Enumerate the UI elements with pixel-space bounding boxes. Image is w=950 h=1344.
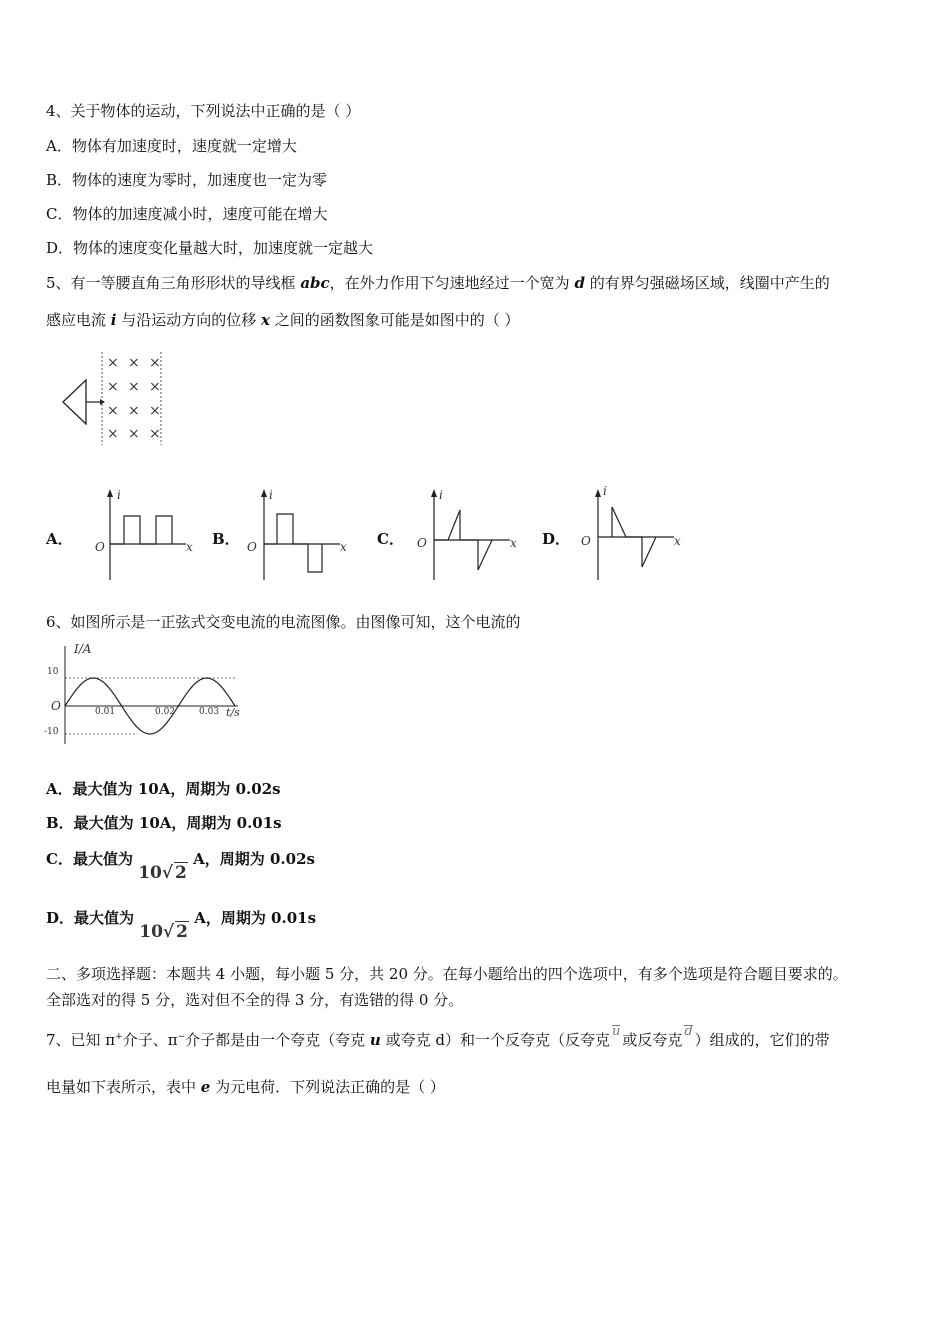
section2-header-line1: 二、多项选择题：本题共 4 小题，每小题 5 分，共 20 分。在每小题给出的四个选项中，有多个选项是符合题目要求的。 bbox=[46, 965, 848, 983]
q5-var-d: d bbox=[574, 274, 585, 292]
q7-anti-d: d bbox=[684, 1024, 693, 1039]
q7-text: 为元电荷．下列说法正确的是（ ） bbox=[210, 1078, 445, 1096]
q7-var-u: u bbox=[369, 1031, 381, 1049]
triangle-loop bbox=[63, 380, 86, 424]
x-tick-label: 0.02 bbox=[155, 707, 176, 717]
field-x-mark: × bbox=[128, 379, 140, 395]
q5-option-b-label: B． bbox=[212, 530, 240, 548]
axis-o-label: O bbox=[95, 540, 105, 554]
q5-option-d-label: D． bbox=[542, 530, 571, 548]
q7-text: 介子、π bbox=[122, 1031, 178, 1049]
radical-icon: √ bbox=[162, 922, 175, 942]
q5-var-i: i bbox=[110, 311, 117, 329]
field-x-mark: × bbox=[149, 379, 161, 395]
q5-stem-line2 bbox=[46, 310, 520, 330]
magnetic-field-marks bbox=[107, 355, 161, 442]
sqrt-radicand: 2 bbox=[176, 922, 188, 942]
q5-text: 的有界匀强磁场区域，线圈中产生的 bbox=[584, 274, 830, 292]
field-x-mark: × bbox=[149, 403, 161, 419]
field-x-mark: × bbox=[128, 403, 140, 419]
field-x-mark: × bbox=[107, 379, 119, 395]
q5-stem-line1 bbox=[46, 273, 830, 293]
q6-sine-chart bbox=[40, 638, 255, 748]
x-tick-label: 0.01 bbox=[95, 707, 116, 717]
current-curve bbox=[110, 516, 172, 544]
q6-option-a: A．最大值为 10A，周期为 0.02s bbox=[46, 780, 281, 798]
q6-option-d-prefix: D．最大值为 bbox=[46, 909, 135, 927]
sqrt-expression bbox=[138, 862, 188, 883]
q5-graph-d bbox=[576, 485, 686, 585]
q5-var-x: x bbox=[261, 311, 270, 329]
q7-text: 或反夸克 bbox=[622, 1031, 683, 1049]
q4-option-d: D．物体的速度变化量越大时，加速度就一定越大 bbox=[46, 239, 374, 257]
field-x-mark: × bbox=[107, 403, 119, 419]
axis-x-label: x bbox=[186, 540, 193, 554]
q4-option-c: C．物体的加速度减小时，速度可能在增大 bbox=[46, 205, 328, 223]
q6-option-d-suffix: A，周期为 0.01s bbox=[194, 909, 317, 927]
q6-option-d bbox=[46, 907, 317, 942]
q7-anti-u: u bbox=[611, 1024, 621, 1039]
q5-graph-a bbox=[88, 485, 198, 585]
origin-label: O bbox=[51, 699, 61, 713]
y-tick-label: -10 bbox=[44, 727, 59, 737]
q6-option-c-suffix: A，周期为 0.02s bbox=[193, 850, 315, 868]
q7-text: 7、已知 π bbox=[46, 1031, 116, 1049]
field-x-mark: × bbox=[128, 355, 140, 371]
q7-stem-line1 bbox=[46, 1024, 830, 1050]
q6-option-b: B．最大值为 10A，周期为 0.01s bbox=[46, 814, 282, 832]
axis-i-label: i bbox=[603, 485, 607, 498]
q5-text: 之间的函数图象可能是如图中的（ ） bbox=[269, 311, 520, 329]
sqrt-coef: 10 bbox=[138, 863, 162, 883]
x-tick-label: 0.03 bbox=[199, 707, 220, 717]
y-arrow-icon bbox=[431, 489, 437, 497]
axis-o-label: O bbox=[581, 534, 591, 548]
q5-option-a-label: A． bbox=[46, 530, 73, 548]
axis-x-label: x bbox=[674, 534, 681, 548]
y-arrow-icon bbox=[261, 489, 267, 497]
current-curve bbox=[264, 514, 322, 572]
q5-text: ，在外力作用下匀速地经过一个宽为 bbox=[329, 274, 575, 292]
axis-i-label: i bbox=[439, 488, 443, 502]
axis-i-label: i bbox=[269, 488, 273, 502]
y-tick-label: 10 bbox=[47, 667, 59, 677]
q4-stem: 4、关于物体的运动，下列说法中正确的是（ ） bbox=[46, 102, 361, 120]
q5-option-c-label: C． bbox=[377, 530, 404, 548]
q6-stem: 6、如图所示是一正弦式交变电流的电流图像。由图像可知，这个电流的 bbox=[46, 613, 521, 631]
sqrt-expression bbox=[139, 921, 189, 942]
q5-text: 5、有一等腰直角三角形形状的导线框 bbox=[46, 274, 301, 292]
x-axis-label: t/s bbox=[226, 706, 240, 719]
q5-text: 感应电流 bbox=[46, 311, 111, 329]
q4-option-a: A．物体有加速度时，速度就一定增大 bbox=[46, 137, 297, 155]
q4-option-b: B．物体的速度为零时，加速度也一定为零 bbox=[46, 171, 328, 189]
q5-graph-b bbox=[242, 485, 352, 585]
q7-text: 或夸克 d）和一个反夸克（反夸克 bbox=[380, 1031, 610, 1049]
field-x-mark: × bbox=[149, 355, 161, 371]
radical-icon: √ bbox=[161, 863, 174, 883]
q7-text: ）组成的，它们的带 bbox=[694, 1031, 830, 1049]
field-x-mark: × bbox=[107, 426, 119, 442]
sqrt-radicand: 2 bbox=[175, 863, 187, 883]
axis-x-label: x bbox=[510, 536, 517, 550]
q6-option-c-prefix: C．最大值为 bbox=[46, 850, 133, 868]
q7-var-e: e bbox=[200, 1078, 211, 1096]
q5-var-abc: abc bbox=[300, 274, 330, 292]
axis-o-label: O bbox=[417, 536, 427, 550]
q7-text: 电量如下表所示，表中 bbox=[46, 1078, 201, 1096]
y-axis-label: I/A bbox=[74, 642, 92, 656]
field-x-mark: × bbox=[149, 426, 161, 442]
q7-text: 介子都是由一个夸克（夸克 bbox=[185, 1031, 370, 1049]
section2-header-line2: 全部选对的得 5 分，选对但不全的得 3 分，有选错的得 0 分。 bbox=[46, 991, 464, 1009]
q5-graph-c bbox=[412, 485, 522, 585]
q5-field-figure bbox=[55, 348, 175, 448]
axis-i-label: i bbox=[117, 488, 121, 502]
axis-o-label: O bbox=[247, 540, 257, 554]
q5-text: 与沿运动方向的位移 bbox=[116, 311, 262, 329]
q7-sup-minus: − bbox=[177, 1032, 186, 1042]
field-x-mark: × bbox=[107, 355, 119, 371]
y-arrow-icon bbox=[595, 489, 601, 497]
y-arrow-icon bbox=[107, 489, 113, 497]
field-x-mark: × bbox=[128, 426, 140, 442]
axis-x-label: x bbox=[340, 540, 347, 554]
q6-option-c bbox=[46, 848, 315, 883]
q7-stem-line2 bbox=[46, 1077, 445, 1097]
q7-sup-plus: + bbox=[115, 1032, 123, 1042]
sqrt-coef: 10 bbox=[139, 922, 163, 942]
